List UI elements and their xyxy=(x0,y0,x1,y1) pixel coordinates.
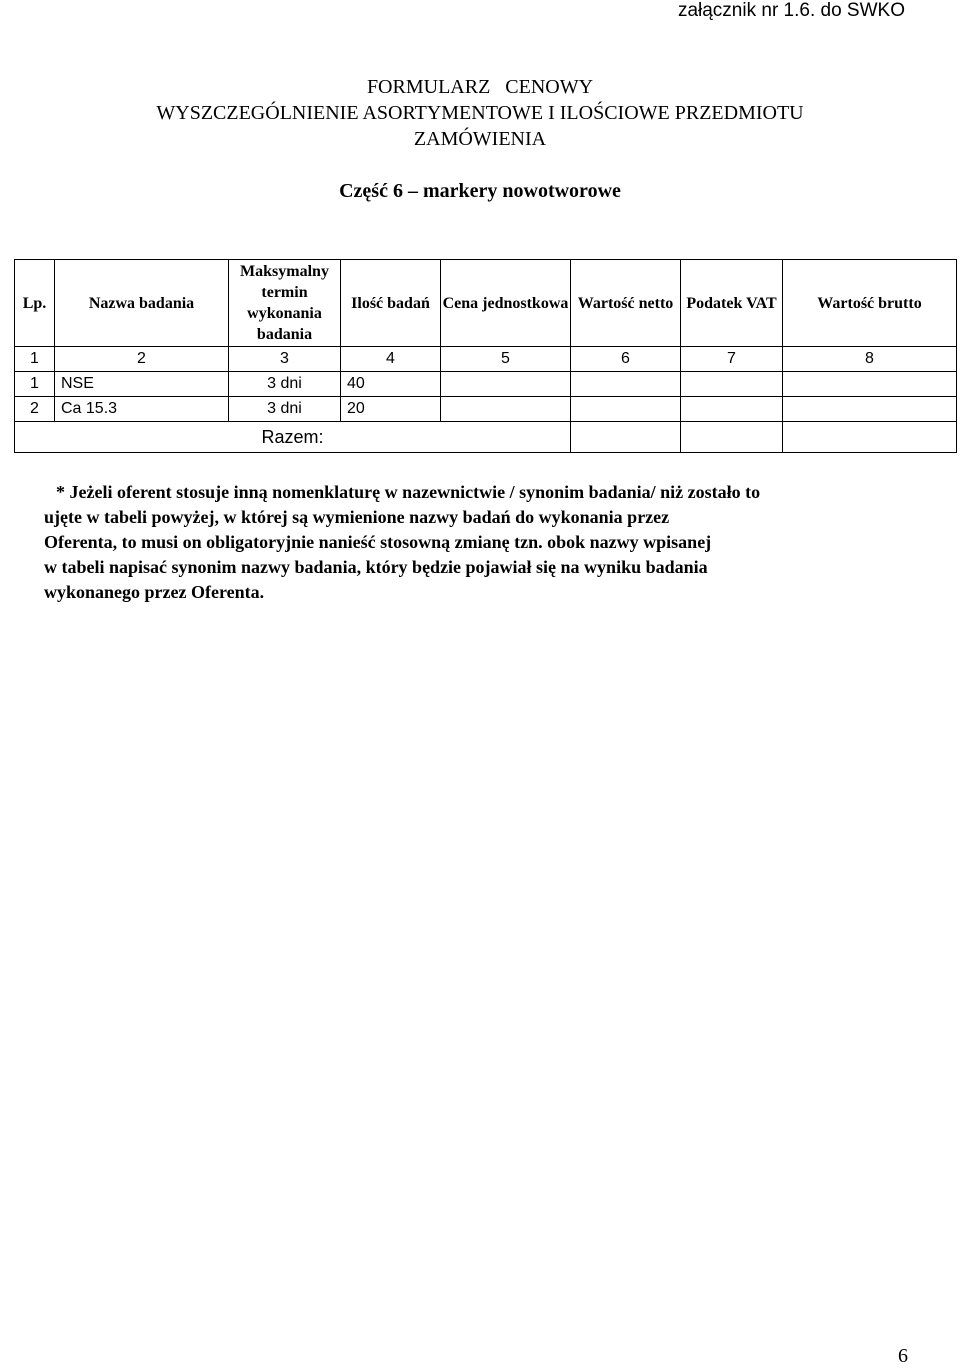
footnote-line-1: * Jeżeli oferent stosuje inną nomenklaturę w nazewnictwie / synonim badania/ niż zostało to xyxy=(56,482,761,502)
col-header-name: Nazwa badania xyxy=(55,260,229,347)
row-net[interactable] xyxy=(571,372,681,397)
col-header-net: Wartość netto xyxy=(571,260,681,347)
col-header-term: Maksymalny termin wykonania badania xyxy=(229,260,341,347)
total-net[interactable] xyxy=(571,422,681,453)
col-number: 3 xyxy=(229,347,341,372)
row-term: 3 dni xyxy=(229,397,341,422)
total-row xyxy=(15,422,957,453)
footnote-line-2: ujęte w tabeli powyżej, w której są wymienione nazwy badań do wykonania przez xyxy=(44,507,670,527)
col-header-qty: Ilość badań xyxy=(341,260,441,347)
attachment-label: załącznik nr 1.6. do SWKO xyxy=(677,0,905,21)
col-number: 1 xyxy=(15,347,55,372)
footnote-line-5: wykonanego przez Oferenta. xyxy=(44,582,265,602)
total-vat[interactable] xyxy=(681,422,783,453)
column-number-row xyxy=(15,347,957,372)
row-name: NSE xyxy=(55,372,229,397)
row-price[interactable] xyxy=(441,397,571,422)
price-table xyxy=(14,259,957,453)
row-qty: 20 xyxy=(341,397,441,422)
row-vat[interactable] xyxy=(681,397,783,422)
page-number: 6 xyxy=(898,1345,908,1367)
row-gross[interactable] xyxy=(783,372,957,397)
col-number: 4 xyxy=(341,347,441,372)
col-number: 2 xyxy=(55,347,229,372)
form-title-line-2: WYSZCZEGÓLNIENIE ASORTYMENTOWE I ILOŚCIOWE PRZEDMIOTU xyxy=(156,102,804,124)
row-qty: 40 xyxy=(341,372,441,397)
row-lp: 1 xyxy=(15,372,55,397)
form-title-line-3: ZAMÓWIENIA xyxy=(413,128,547,150)
row-name: Ca 15.3 xyxy=(55,397,229,422)
col-header-vat: Podatek VAT xyxy=(681,260,783,347)
header-row xyxy=(15,260,957,347)
table-row xyxy=(15,372,957,397)
col-number: 5 xyxy=(441,347,571,372)
row-net[interactable] xyxy=(571,397,681,422)
footnote-line-3: Oferenta, to musi on obligatoryjnie nanieść stosowną zmianę tzn. obok nazwy wpisanej xyxy=(44,532,712,552)
form-title xyxy=(0,74,960,152)
col-header-lp: Lp. xyxy=(15,260,55,347)
row-vat[interactable] xyxy=(681,372,783,397)
col-number: 6 xyxy=(571,347,681,372)
row-term: 3 dni xyxy=(229,372,341,397)
part-title: Część 6 – markery nowotworowe xyxy=(339,180,621,202)
col-header-price: Cena jednostkowa xyxy=(441,260,571,347)
footnote xyxy=(44,480,924,605)
row-gross[interactable] xyxy=(783,397,957,422)
row-price[interactable] xyxy=(441,372,571,397)
table-row xyxy=(15,397,957,422)
col-number: 8 xyxy=(783,347,957,372)
col-header-gross: Wartość brutto xyxy=(783,260,957,347)
row-lp: 2 xyxy=(15,397,55,422)
total-label: Razem: xyxy=(15,422,571,453)
total-gross[interactable] xyxy=(783,422,957,453)
footnote-line-4: w tabeli napisać synonim nazwy badania, który będzie pojawiał się na wyniku badania xyxy=(44,557,708,577)
col-number: 7 xyxy=(681,347,783,372)
form-title-line-1: FORMULARZ CENOWY xyxy=(366,76,594,98)
